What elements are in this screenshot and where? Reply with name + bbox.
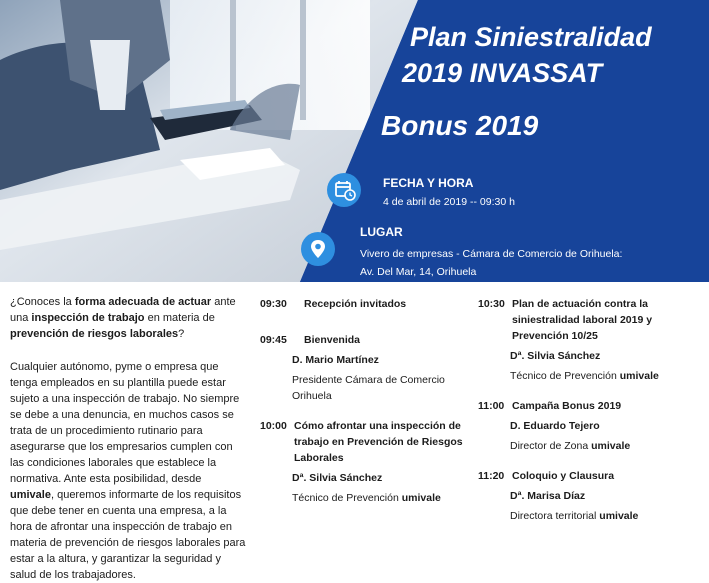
speaker-role: Presidente Cámara de Comercio Orihuela [292, 374, 445, 402]
speaker-name: Dª. Silvia Sánchez [510, 350, 601, 362]
title-line-2: 2019 INVASSAT [402, 58, 603, 88]
speaker-role: Técnico de Prevención umivale [292, 492, 441, 504]
speaker-role: Directora territorial umivale [510, 510, 639, 522]
speaker-name: Dª. Marisa Díaz [510, 490, 586, 502]
title-line-1: Plan Siniestralidad [410, 22, 652, 52]
speaker-name: D. Mario Martínez [292, 354, 379, 366]
place-line-1: Vivero de empresas - Cámara de Comercio de Orihuela: [360, 248, 623, 260]
subtitle-bonus: Bonus 2019 [381, 110, 539, 141]
intro-body: Cualquier autónomo, pyme o empresa que tenga empleados en su plantilla puede estar sujeto a una inspección de trabajo. No siempre se debe a una denuncia, en muchos casos se trata de un procedimiento rutinario para asegurarse que los empresarios cumplen con las condiciones laborales que establece la normativa. Ante esta posibilidad, desde umivale, queremos informarte de los requisitos que debe tener en cuenta una empresa, a la hora de afrontar una inspección de trabajo en materia de prevención de riesgos laborales para estar a la altura, y garantizar la seguridad y salud de los trabajadores. [10, 361, 246, 581]
place-label: LUGAR [360, 225, 403, 239]
agenda-item: 09:45 Bienvenida D. Mario Martínez Presidente Cámara de Comercio Orihuela [260, 332, 470, 404]
intro-question: ¿Conoces la forma adecuada de actuar ante una inspección de trabajo en materia de prevención de riesgos laborales? [10, 296, 236, 340]
agenda-item: 11:20 Coloquio y Clausura Dª. Marisa Díaz Directora territorial umivale [478, 468, 703, 524]
agenda-item: 10:00 Cómo afrontar una inspección de trabajo en Prevención de Riesgos Laborales Dª. Silvia Sánchez Técnico de Prevención umivale [260, 418, 470, 506]
header-banner [0, 0, 709, 282]
calendar-clock-icon [327, 173, 361, 207]
speaker-name: D. Eduardo Tejero [510, 420, 600, 432]
location-pin-icon [301, 232, 335, 266]
agenda-item: 09:30 Recepción invitados [260, 298, 407, 310]
place-line-2: Av. Del Mar, 14, Orihuela [360, 266, 477, 278]
umivale-logo: umivale [10, 489, 51, 501]
speaker-name: Dª. Silvia Sánchez [292, 472, 383, 484]
intro-text [10, 294, 246, 583]
speaker-role: Director de Zona umivale [510, 440, 631, 452]
agenda-item: 11:00 Campaña Bonus 2019 D. Eduardo Tejero Director de Zona umivale [478, 398, 703, 454]
agenda-item: 10:30 Plan de actuación contra la siniestralidad laboral 2019 y Prevención 10/25 Dª. Silvia Sánchez Técnico de Prevención umivale [478, 296, 703, 384]
date-label: FECHA Y HORA [383, 176, 474, 190]
date-value: 4 de abril de 2019 -- 09:30 h [383, 196, 515, 208]
speaker-role: Técnico de Prevención umivale [510, 370, 659, 382]
